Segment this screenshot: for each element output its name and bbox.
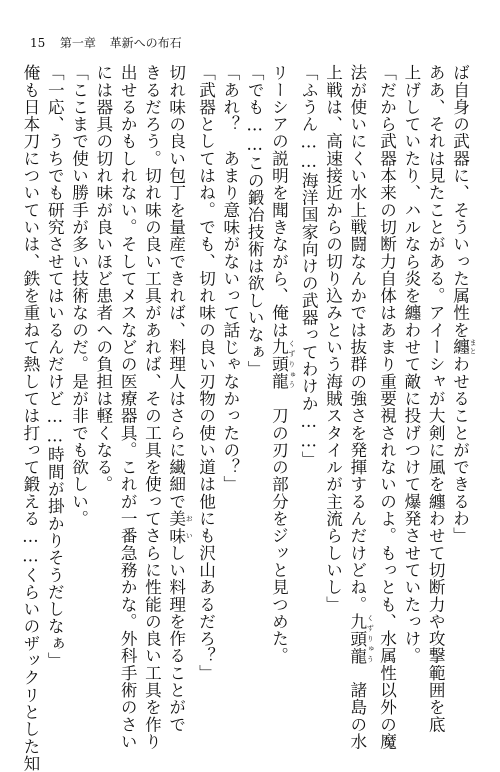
text-line: 法が使いにくい水上戦闘なんかでは抜群の強さを発揮するんだけどね。九頭龍 くずりゅう 諸島の水 [347, 64, 375, 751]
text-line: 「武器としてはね。でも、切れ味の良い刃物の使い道は他にも沢山あるだろ？」 [196, 64, 216, 682]
text-line: リーシアの説明を聞きながら、俺は九頭龍 くずりゅう 刀の刃の部分をジッと見つめた。 [269, 64, 296, 665]
furigana-reading: くずりゅう [366, 612, 375, 665]
text-line: 「一応、うちでも研究させてはいるんだけど……時間が掛かりそうだしなぁ」 [45, 64, 65, 670]
furigana-ruby: 纏 まと [450, 338, 477, 356]
furigana-ruby: 九頭龍 くずりゅう [269, 338, 296, 390]
text-line: きるだろう。切れ味の良い工具があれば、その工具を使ってさらに性能の良い工具を作り [142, 64, 162, 750]
text-line: 「だから武器本来の切断力自体はあまり重要視されないのよ。もっとも、水属性以外の魔 [377, 64, 397, 750]
text-line: 切れ味の良い包丁を量産できれば、料理人はさらに繊細で美味 おいしい料理を作ることがで [166, 64, 194, 733]
section-title: 革新への布石 [109, 36, 182, 50]
text-line: 上げしていたり、ハルなら炎を纏わせて敵に投げつけて爆発させていたっけ。 [401, 64, 421, 665]
chapter-title: 第一章 [59, 36, 96, 50]
furigana-ruby: 美味 おい [166, 509, 194, 545]
furigana-reading: おい [185, 509, 194, 545]
vertical-body-text [18, 64, 477, 772]
page-number: 15 [30, 36, 46, 50]
text-line: 俺も日本刀についていは、鉄を重ねて熱しては打って鍛える……くらいのザックリとした知 [20, 64, 40, 772]
text-line: には器具の切れ味が良いほど患者への負担は軽くなる。 [93, 64, 113, 493]
text-line: ああ、それは見たことがある。アイーシャが大剣に風を纏わせて切断力や攻撃範囲を底 [426, 64, 446, 733]
text-line: 「ふうん……海洋国家向けの武器ってわけか……」 [299, 64, 319, 469]
text-line: 出せるかもしれない。そしてメスなどの医療器具。これが一番急務かな。外科手術のさい [118, 64, 138, 750]
furigana-ruby: 九頭龍 くずりゅう [347, 612, 375, 665]
text-line: ば自身の武器に、そういった属性を纏 まとわせることができるわ」 [450, 64, 477, 545]
text-line: 上戦は、高速接近からの切り込みという海賊スタイルが主流らしいし」 [323, 64, 343, 613]
text-line: 「ここまで使い勝手が多い技術なのだ。是が非でも欲しい。 [69, 64, 89, 528]
furigana-reading: くずりゅう [287, 338, 296, 390]
text-line: 「あれ？ あまり意味がないって話じゃなかったの？」 [220, 64, 240, 493]
running-head [30, 36, 182, 50]
text-line: 「でも……この鍛冶技術は欲しいなぁ」 [245, 64, 265, 378]
furigana-reading: まと [469, 338, 477, 356]
